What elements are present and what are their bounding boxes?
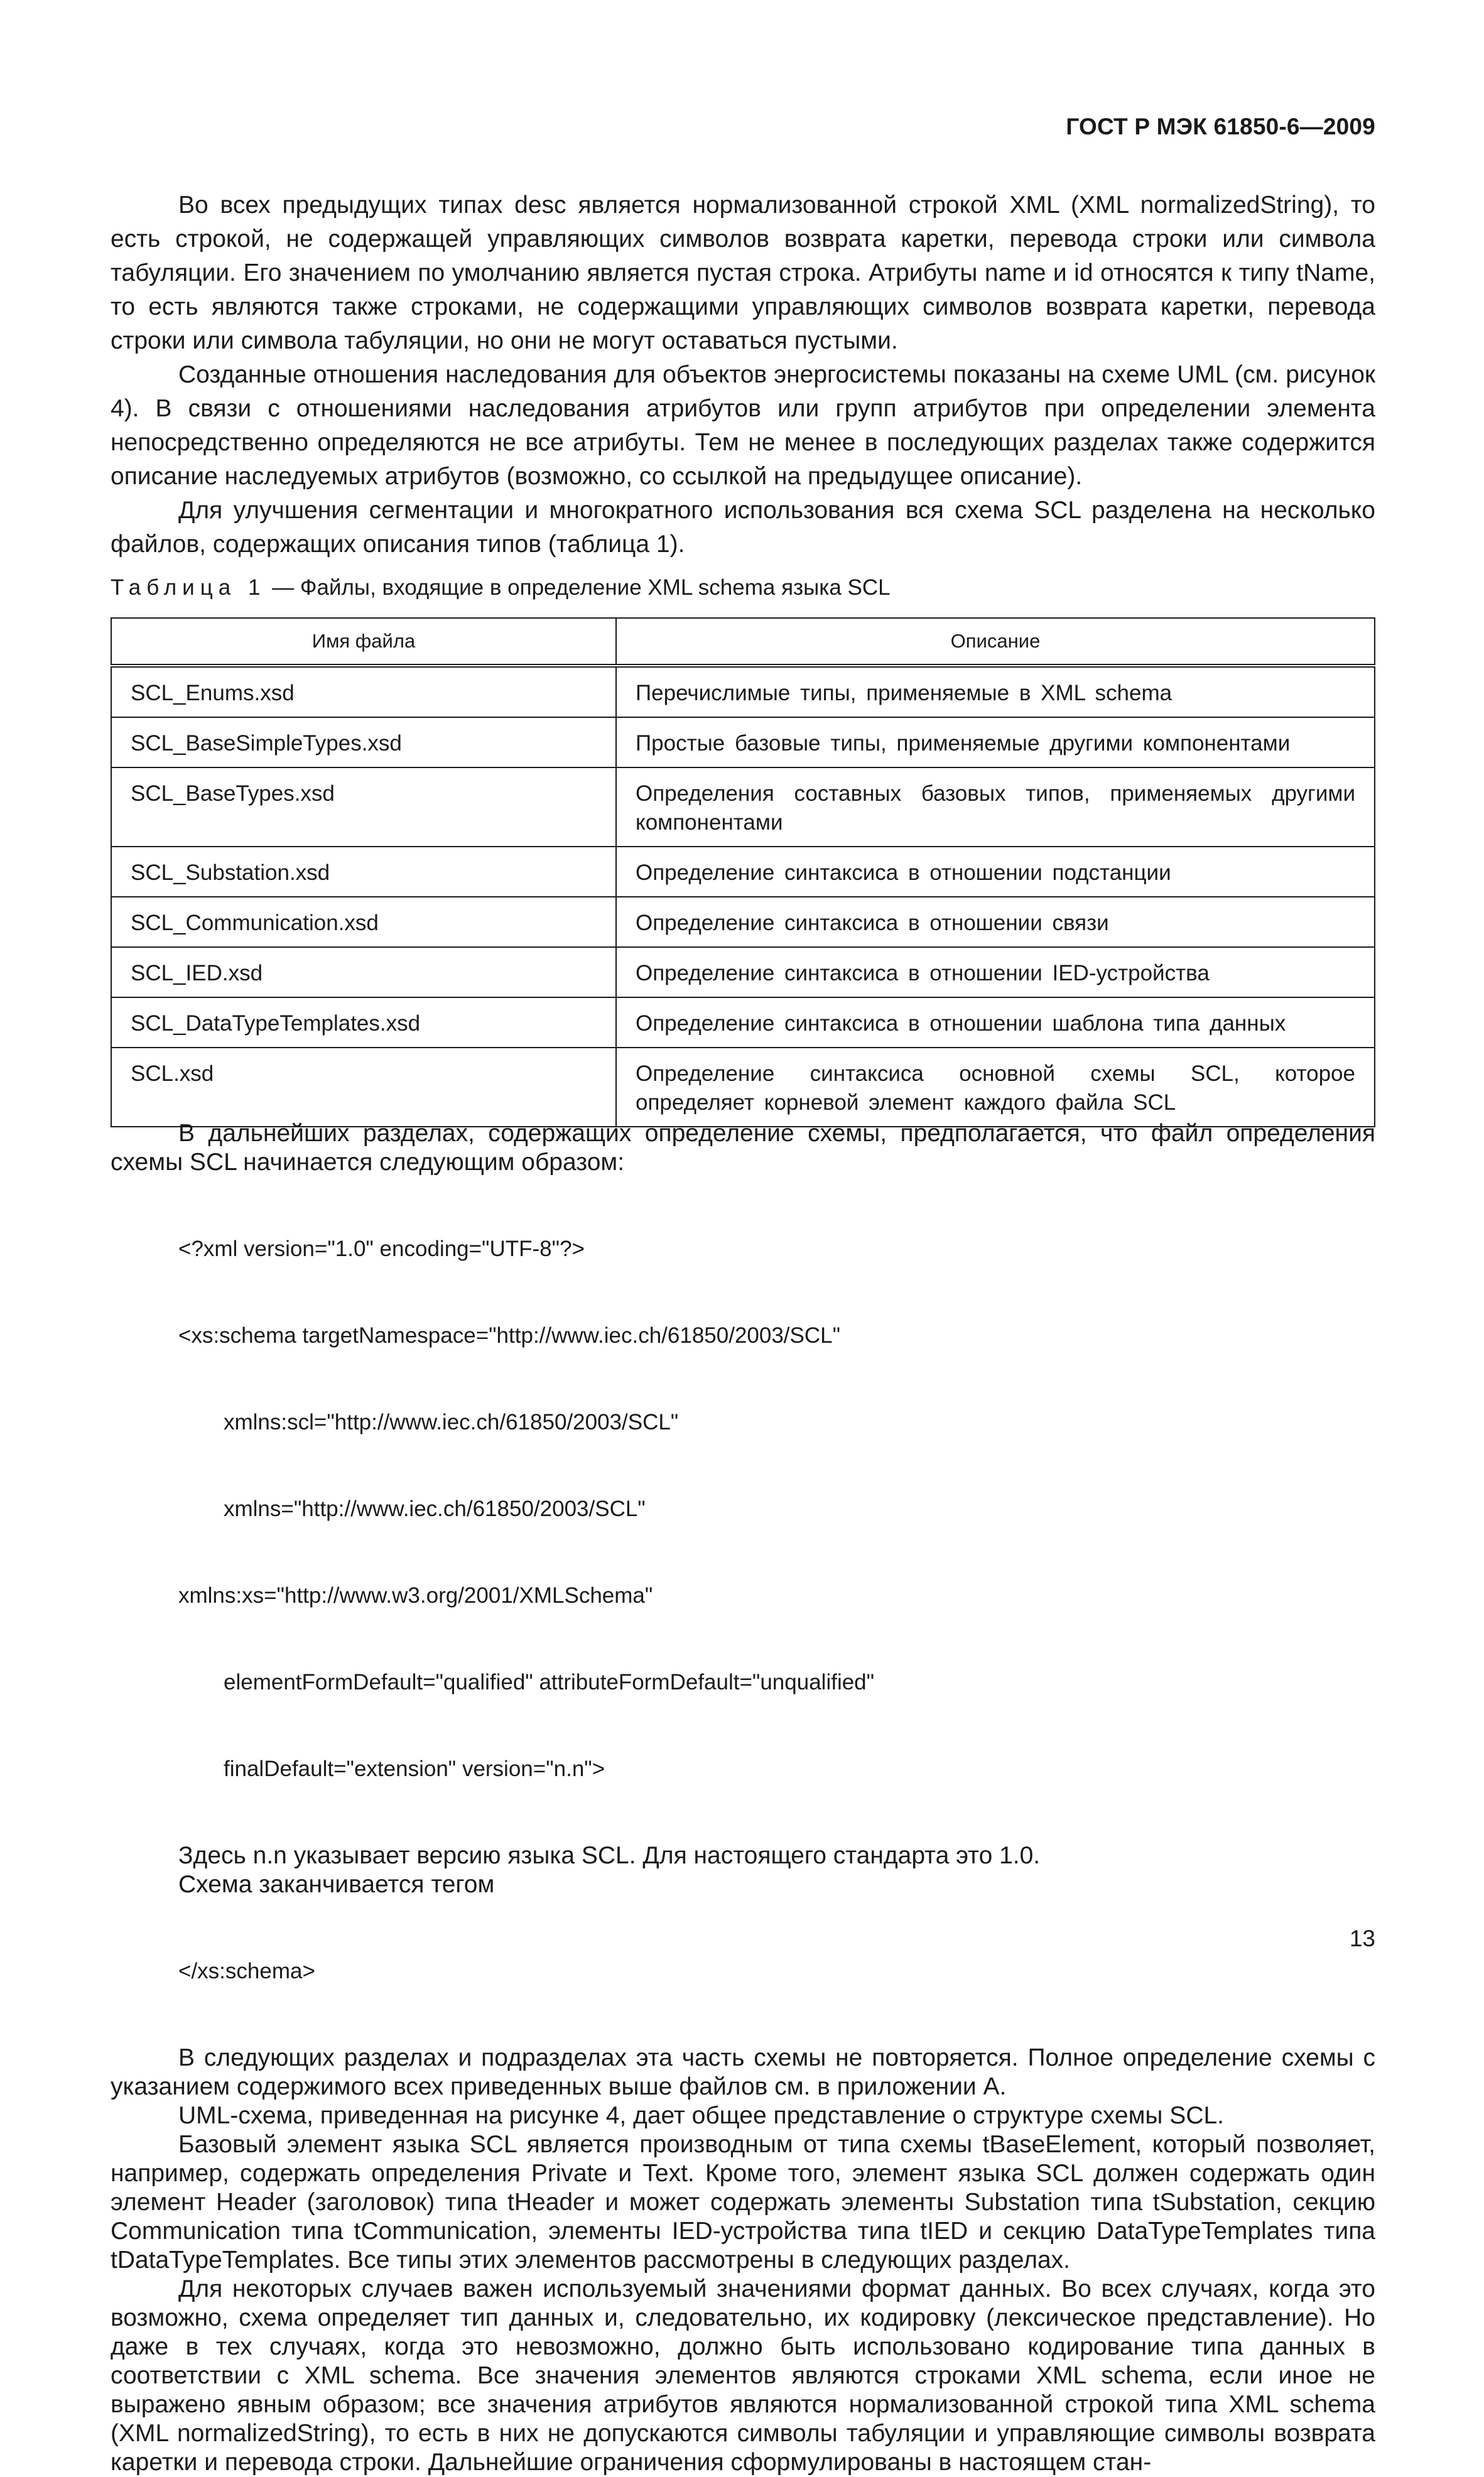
description-cell: Определения составных базовых типов, применяемых другими компонентами [616, 767, 1375, 847]
table-row [111, 897, 1375, 947]
schema-section [111, 1119, 1375, 2477]
paragraph-base-element: Базовый элемент языка SCL является производным от типа схемы tBaseElement, который позволяет, например, содержать определения Private и Text. Кроме того, элемент языка SCL должен содержать один элемент Header (заголовок) типа tHeader и может содержать элементы Substation типа tSubstation, секцию Communication типа tCommunication, элементы IED-устройства типа tIED и секцию DataTypeTemplates типа tDataTypeTemplates. Все типы этих элементов рассмотрены в следующих разделах. [111, 2131, 1375, 2274]
paragraph-inheritance: Созданные отношения наследования для объектов энергосистемы показаны на схеме UML (см. рисунок 4). В связи с отношениями наследования атрибутов или групп атрибутов при определении элемента непосредственно определяются не все атрибуты. Тем не менее в последующих разделах также содержится описание наследуемых атрибутов (возможно, со ссылкой на предыдущее описание). [111, 361, 1375, 490]
paragraph-uml-overview: UML-схема, приведенная на рисунке 4, дает общее представление о структуре схемы SCL. [178, 2102, 1225, 2129]
table-row [111, 997, 1375, 1048]
table-row [111, 666, 1375, 717]
paragraph-not-repeated: В следующих разделах и подразделах эта часть схемы не повторяется. Полное определение схемы с указанием содержимого всех приведенных выше файлов см. в приложении А. [111, 2044, 1375, 2100]
code-line: finalDefault="extension" version="n.n"> [224, 1757, 605, 1781]
description-cell: Перечислимые типы, применяемые в XML schema [616, 666, 1375, 717]
file-name-cell: SCL_IED.xsd [111, 947, 616, 997]
standard-header: ГОСТ Р МЭК 61850-6—2009 [1066, 114, 1375, 139]
code-line: xmlns:xs="http://www.w3.org/2001/XMLSchema" [178, 1583, 653, 1608]
table-row [111, 1048, 1375, 1127]
header-file-name: Имя файла [111, 618, 616, 666]
table-row [111, 947, 1375, 997]
description-cell: Простые базовые типы, применяемые другими компонентами [616, 717, 1375, 767]
table-caption-text: — Файлы, входящие в определение XML schema языка SCL [266, 575, 891, 600]
code-line: <xs:schema targetNamespace="http://www.iec.ch/61850/2003/SCL" [178, 1323, 841, 1348]
table-header-row [111, 618, 1375, 666]
table-row [111, 767, 1375, 847]
table-row [111, 847, 1375, 897]
files-table [111, 617, 1375, 1127]
file-name-cell: SCL_BaseTypes.xsd [111, 767, 616, 847]
file-name-cell: SCL_Communication.xsd [111, 897, 616, 947]
paragraph-schema-start: В дальнейших разделах, содержащих определение схемы, предполагается, что файл определения схемы SCL начинается следующим образом: [111, 1120, 1375, 1176]
code-line: elementFormDefault="qualified" attributeFormDefault="unqualified" [224, 1670, 875, 1694]
table-row [111, 717, 1375, 767]
description-cell: Определение синтаксиса в отношении подстанции [616, 847, 1375, 897]
code-line: </xs:schema> [178, 1959, 315, 1983]
table-caption [111, 574, 1375, 602]
file-name-cell: SCL_Enums.xsd [111, 666, 616, 717]
page-number: 13 [1349, 1926, 1375, 1951]
file-name-cell: SCL_DataTypeTemplates.xsd [111, 997, 616, 1048]
xml-code-block [111, 1177, 1375, 1841]
description-cell: Определение синтаксиса основной схемы SCL, которое определяет корневой элемент каждого файла SCL [616, 1048, 1375, 1127]
description-cell: Определение синтаксиса в отношении шаблона типа данных [616, 997, 1375, 1048]
description-cell: Определение синтаксиса в отношении связи [616, 897, 1375, 947]
table-caption-label: Таблица 1 [111, 575, 266, 600]
paragraph-desc-normalized: Во всех предыдущих типах desc является нормализованной строкой XML (XML normalizedString), то есть строкой, не содержащей управляющих символов возврата каретки, перевода строки или символа табуляции. Его значением по умолчанию является пустая строка. Атрибуты name и id относятся к типу tName, то есть являются также строками, не содержащими управляющих символов возврата каретки, перевода строки или символа табуляции, но они не могут оставаться пустыми. [111, 192, 1375, 354]
intro-section [111, 188, 1375, 561]
header-description: Описание [616, 618, 1375, 666]
code-line: xmlns:scl="http://www.iec.ch/61850/2003/SCL" [224, 1410, 679, 1434]
paragraph-data-format: Для некоторых случаев важен используемый значениями формат данных. Во всех случаях, когда это возможно, схема определяет тип данных и, следовательно, их кодировку (лексическое представление). Но даже в тех случаях, когда это невозможно, должно быть использовано кодирование типа данных в соответствии с XML schema. Все значения элементов являются строками XML schema, если иное не выражено явным образом; все значения атрибутов являются нормализованной строкой типа XML schema (XML normalizedString), то есть в них не допускаются символы табуляции и управляющие символы возврата каретки и перевода строки. Дальнейшие ограничения сформулированы в настоящем стан- [111, 2275, 1375, 2476]
code-line: <?xml version="1.0" encoding="UTF-8"?> [178, 1237, 585, 1261]
file-name-cell: SCL_BaseSimpleTypes.xsd [111, 717, 616, 767]
paragraph-version: Здесь n.n указывает версию языка SCL. Для настоящего стандарта это 1.0. [178, 1842, 1041, 1869]
file-name-cell: SCL_Substation.xsd [111, 847, 616, 897]
file-name-cell: SCL.xsd [111, 1048, 616, 1127]
closing-tag-block [111, 1899, 1375, 2044]
code-line: xmlns="http://www.iec.ch/61850/2003/SCL" [224, 1497, 646, 1521]
paragraph-schema-ends: Схема заканчивается тегом [178, 1871, 495, 1898]
paragraph-segmentation: Для улучшения сегментации и многократного использования вся схема SCL разделена на несколько файлов, содержащих описания типов (таблица 1). [111, 497, 1375, 558]
description-cell: Определение синтаксиса в отношении IED-устройства [616, 947, 1375, 997]
